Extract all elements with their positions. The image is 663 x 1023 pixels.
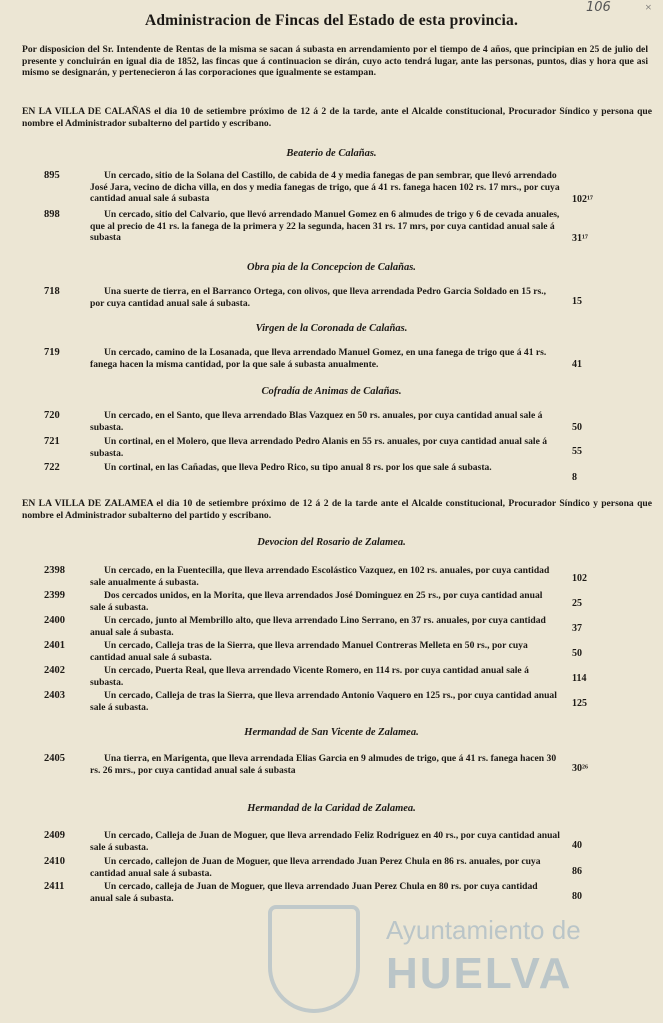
item-amount: 86 — [572, 866, 582, 877]
item-number: 722 — [44, 462, 60, 473]
item-number: 898 — [44, 209, 60, 220]
item-number: 2405 — [44, 753, 65, 764]
document-title: Administracion de Fincas del Estado de esta provincia. — [144, 12, 519, 29]
section-title: Cofradía de Animas de Calañas. — [261, 386, 402, 397]
item-amount: 25 — [572, 598, 582, 609]
section-title: Obra pia de la Concepcion de Calañas. — [247, 262, 416, 273]
item-description: Dos cercados unidos, en la Morita, que lleva arrendados José Dominguez en 25 rs., por cuya cantidad anual sale á subasta. — [90, 590, 543, 613]
section-title: Hermandad de la Caridad de Zalamea. — [247, 803, 416, 814]
item-description: Un cortinal, en las Cañadas, que lleva Pedro Rico, su tipo anual 8 rs. por los que sale á subasta. — [104, 462, 492, 473]
item-description: Una tierra, en Marigenta, que lleva arrendada Elias Garcia en 9 almudes de trigo, que á 41 rs. fanega hacen 30 rs. 26 mrs., por cuya cantidad anual sale á subasta — [90, 753, 557, 776]
item-amount: 31¹⁷ — [572, 233, 588, 244]
item-amount: 80 — [572, 891, 582, 902]
item-amount: 50 — [572, 422, 582, 433]
watermark-line2: HUELVA — [386, 949, 573, 998]
item-number: 2399 — [44, 590, 65, 601]
item-description: Un cercado, sitio de la Solana del Castillo, de cabida de 4 y media fanegas de pan sembrar, que llevó arrendado José Jara, vecino de dicha villa, en dos y media fanegas de trigo, que á 41 rs. fanega hacen 102 rs. 17 mrs., por cuya cantidad anual sale á subasta — [90, 170, 560, 204]
item-amount: 125 — [572, 698, 587, 709]
item-description: Un cercado, Puerta Real, que lleva arrendado Vicente Romero, en 114 rs. por cuya cantidad anual sale á subasta. — [90, 665, 529, 688]
section-title: Beaterio de Calañas. — [286, 148, 377, 159]
item-description: Un cercado, calleja de Juan de Moguer, que lleva arrendado Juan Perez Chula en 80 rs. por cuya cantidad anual sale á subasta. — [90, 881, 538, 904]
item-number: 895 — [44, 170, 60, 181]
item-amount: 102¹⁷ — [572, 194, 593, 205]
item-description: Un cercado, junto al Membrillo alto, que lleva arrendado Lino Serrano, en 37 rs. anuales, por cuya cantidad anual sale á subasta. — [90, 615, 546, 638]
item-number: 2398 — [44, 565, 65, 576]
item-amount: 50 — [572, 648, 582, 659]
crest-icon — [268, 905, 360, 1013]
item-number: 2400 — [44, 615, 65, 626]
intro-paragraph: Por disposicion del Sr. Intendente de Rentas de la misma se sacan á subasta en arrendamiento por el tiempo de 4 años, que principian en 25 de julio del presente y concluirán en igual dia de 1852, las fincas que á continuacion se dirán, cuyo acto tendrá lugar, ante las personas, puntos, dias y hora que asi mismo se designarán, y pertenecieron á las corporaciones que igualmente se estampan. — [22, 44, 648, 78]
watermark-line1: Ayuntamiento de — [386, 915, 581, 945]
item-number: 721 — [44, 436, 60, 447]
handwritten-page-number: 106 — [586, 0, 611, 15]
item-amount: 41 — [572, 359, 582, 370]
item-description: Un cercado, callejon de Juan de Moguer, que lleva arrendado Juan Perez Chula en 86 rs. anuales, por cuya cantidad anual sale á subasta. — [90, 856, 541, 879]
item-amount: 114 — [572, 673, 587, 684]
item-description: Un cercado, en el Santo, que lleva arrendado Blas Vazquez en 50 rs. anuales, por cuya cantidad anual sale á subasta. — [90, 410, 543, 433]
villa-zalamea-paragraph: EN LA VILLA DE ZALAMEA el dia 10 de setiembre próximo de 12 á 2 de la tarde ante el Alcalde constitucional, Procurador Síndico y persona que nombre el Administrador subalterno del partido y escribano. — [22, 498, 652, 521]
item-amount: 102 — [572, 573, 587, 584]
item-number: 2411 — [44, 881, 65, 892]
item-number: 2409 — [44, 830, 65, 841]
section-title: Hermandad de San Vicente de Zalamea. — [244, 727, 419, 738]
item-description: Un cercado, Calleja de Juan de Moguer, que lleva arrendado Feliz Rodriguez en 40 rs., por cuya cantidad anual sale á subasta. — [90, 830, 560, 853]
item-number: 720 — [44, 410, 60, 421]
item-description: Un cercado, sitio del Calvario, que llevó arrendado Manuel Gomez en 6 almudes de trigo y 6 de cevada anuales, que al precio de 41 rs. la fanega de la primera y 22 la segunda, hacen 31 rs. 17 mrs, por cuya cantidad anual sale á subasta — [90, 209, 560, 243]
item-number: 2403 — [44, 690, 65, 701]
villa-calanas-paragraph: EN LA VILLA DE CALAÑAS el dia 10 de setiembre próximo de 12 á 2 de la tarde, ante el Alcalde constitucional, Procurador Síndico y persona que nombre el Administrador subalterno del partido y escribano. — [22, 106, 652, 129]
item-description: Una suerte de tierra, en el Barranco Ortega, con olivos, que lleva arrendada Pedro Garcia Soldado en 15 rs., por cuya cantidad anual sale á subasta. — [90, 286, 547, 309]
item-amount: 40 — [572, 840, 582, 851]
item-description: Un cercado, en la Fuentecilla, que lleva arrendado Escolástico Vazquez, en 102 rs. anuales, por cuya cantidad sale anualmente á subasta. — [90, 565, 550, 588]
item-amount: 15 — [572, 296, 582, 307]
item-number: 718 — [44, 286, 60, 297]
section-title: Devocion del Rosario de Zalamea. — [257, 537, 406, 548]
item-number: 719 — [44, 347, 60, 358]
section-title: Virgen de la Coronada de Calañas. — [255, 323, 408, 334]
item-number: 2402 — [44, 665, 65, 676]
corner-mark: × — [645, 0, 652, 14]
item-description: Un cercado, camino de la Losanada, que lleva arrendado Manuel Gomez, en una fanega de trigo que á 41 rs. fanega hacen la misma cantidad, por la que sale á subasta anualmente. — [90, 347, 547, 370]
item-description: Un cortinal, en el Molero, que lleva arrendado Pedro Alanis en 55 rs. anuales, por cuya cantidad anual sale á subasta. — [90, 436, 548, 459]
item-amount: 37 — [572, 623, 582, 634]
item-number: 2401 — [44, 640, 65, 651]
item-amount: 55 — [572, 446, 582, 457]
item-description: Un cercado, Calleja de tras la Sierra, que lleva arrendado Antonio Vaquero en 125 rs., por cuya cantidad anual sale á subasta. — [90, 690, 557, 713]
item-number: 2410 — [44, 856, 65, 867]
item-amount: 8 — [572, 472, 577, 483]
item-amount: 30²⁶ — [572, 763, 588, 774]
watermark — [268, 905, 598, 1015]
item-description: Un cercado, Calleja tras de la Sierra, que lleva arrendado Manuel Contreras Melleta en 50 rs., por cuya cantidad anual sale á subasta. — [90, 640, 528, 663]
